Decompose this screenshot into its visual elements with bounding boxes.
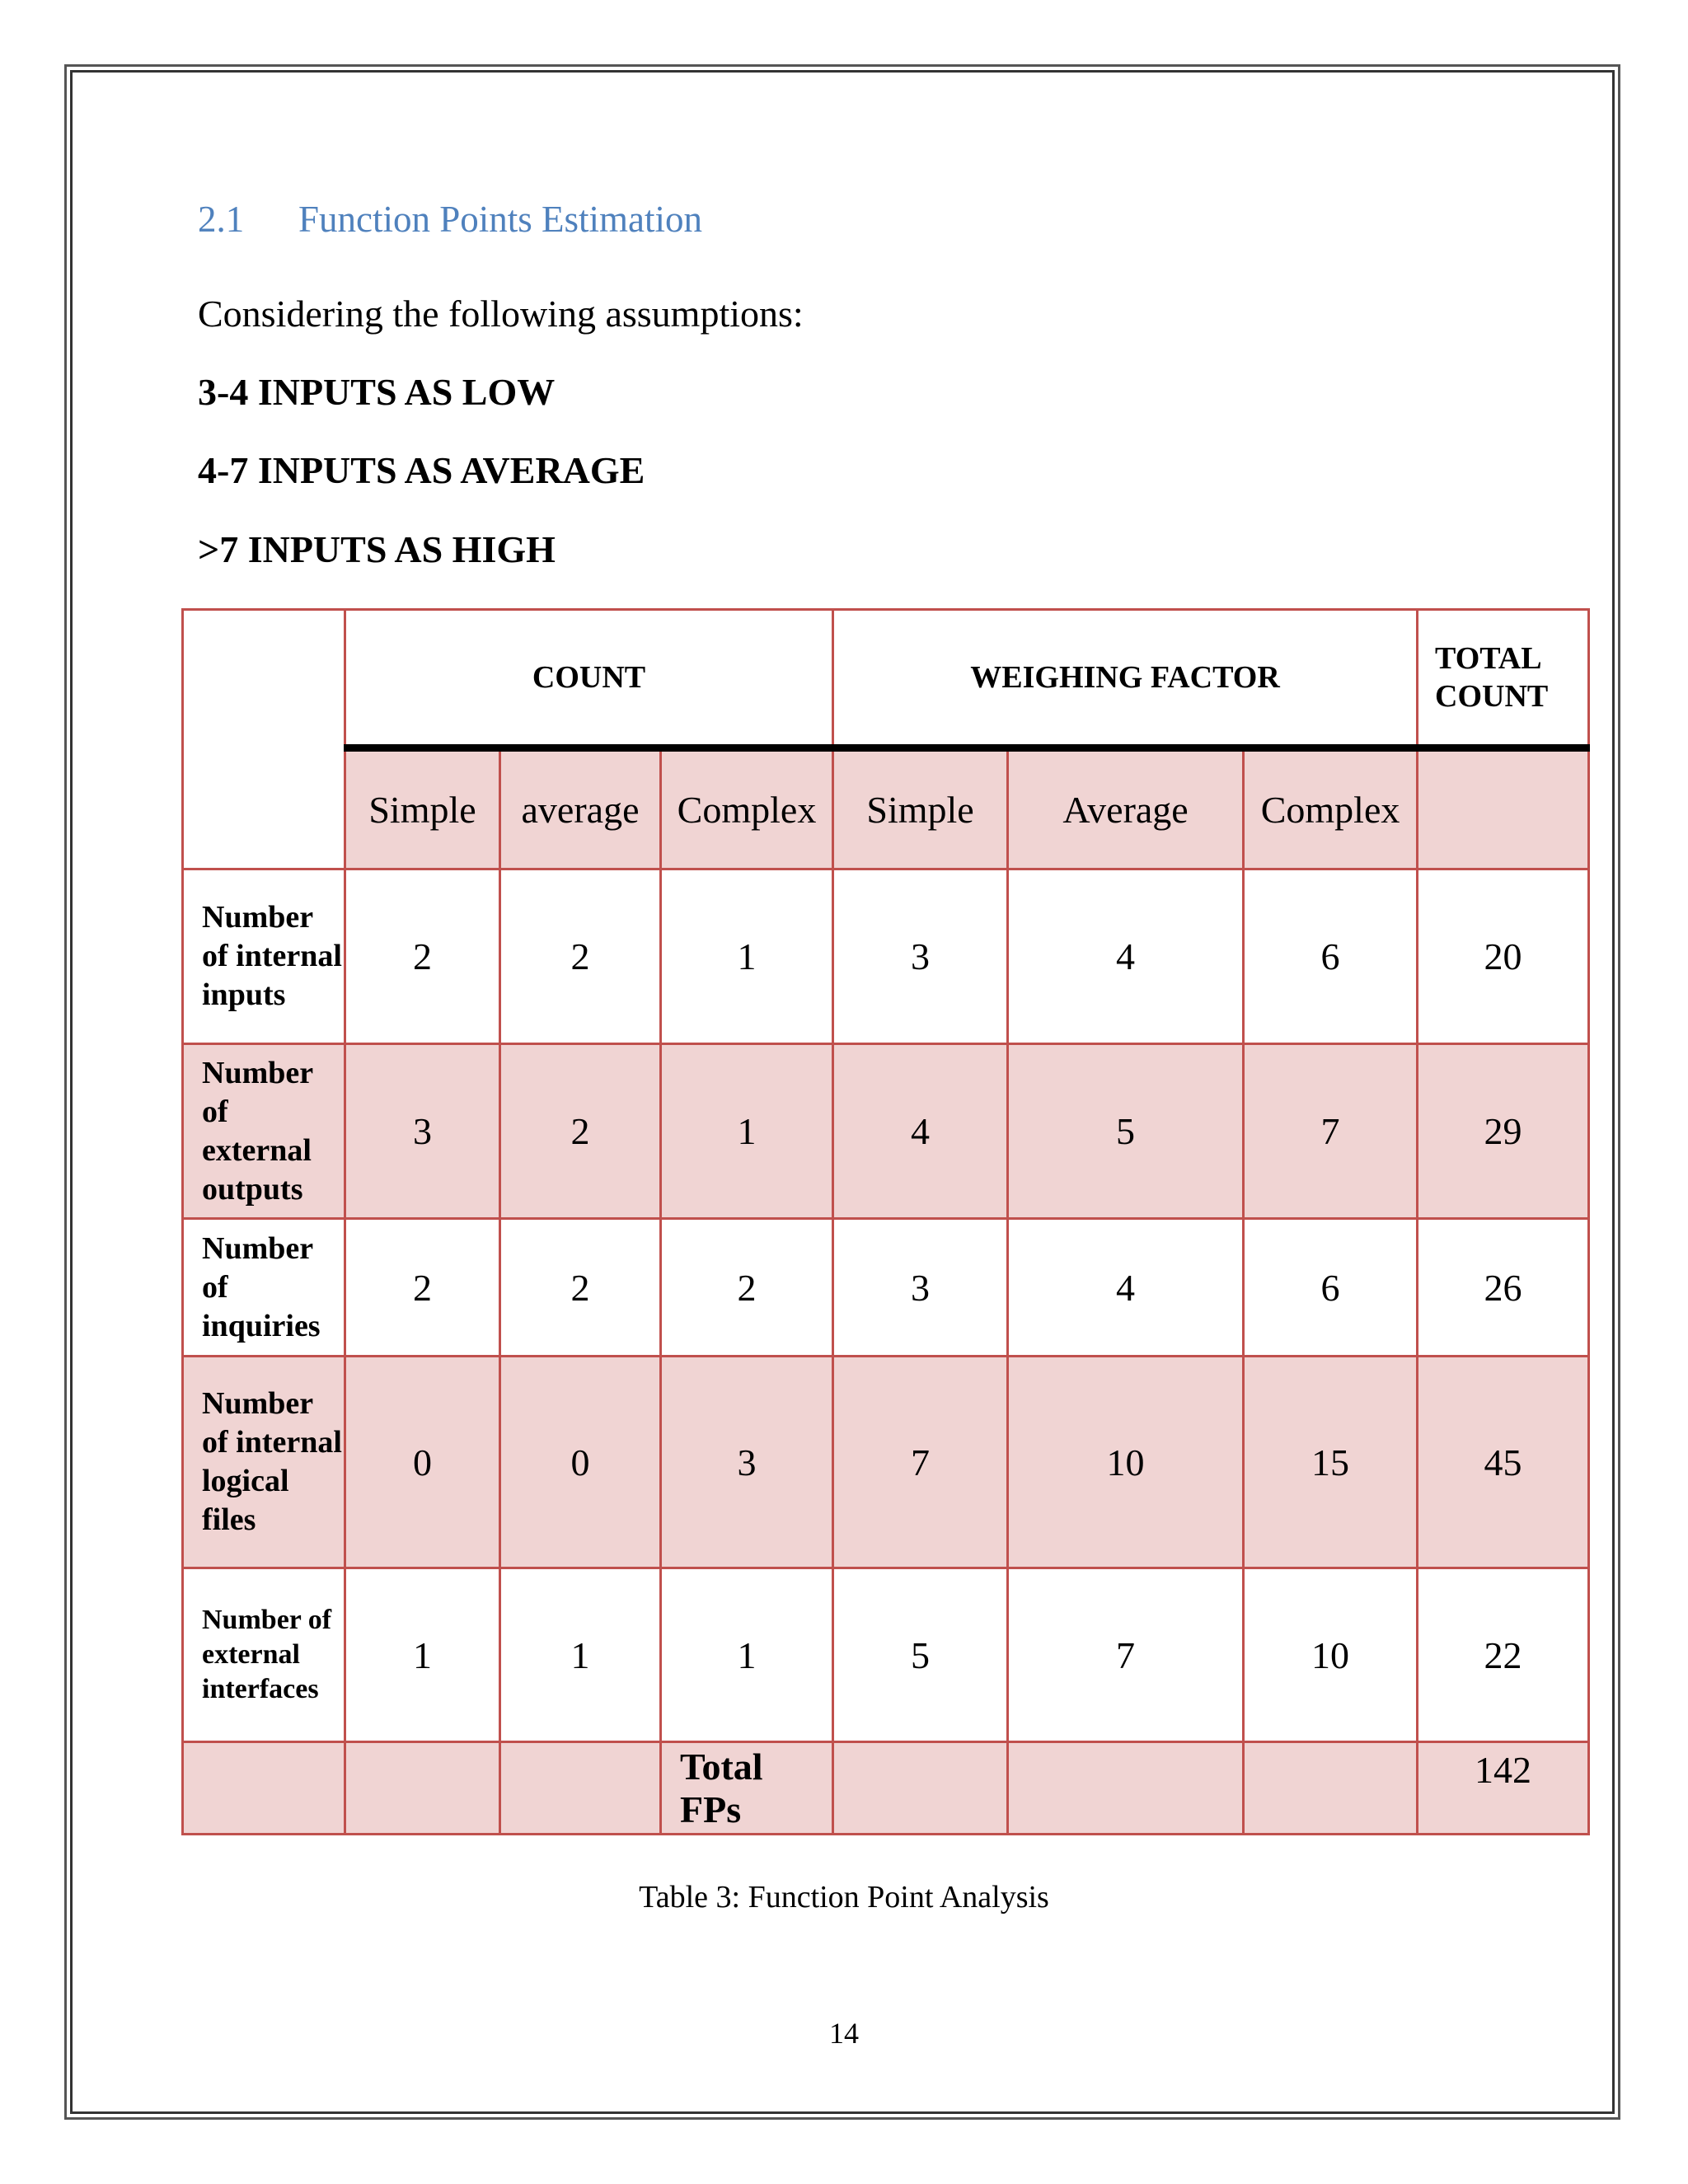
weighing-factor-header: WEIGHING FACTOR: [833, 610, 1418, 748]
table-cell: 2: [345, 1219, 500, 1357]
table-cell: 3: [833, 1219, 1008, 1357]
table-cell: 3: [833, 869, 1008, 1044]
sub-header-count-average: average: [500, 748, 661, 869]
total-count-header: TOTAL COUNT: [1418, 610, 1589, 748]
table-row: [183, 869, 1589, 1044]
section-number: 2.1: [198, 199, 245, 240]
total-fps-value: 142: [1418, 1742, 1589, 1835]
table-cell: 0: [345, 1357, 500, 1568]
table-cell: 4: [833, 1044, 1008, 1219]
table-cell: 2: [500, 1219, 661, 1357]
table-cell-total: 45: [1418, 1357, 1589, 1568]
sub-header-weight-complex: Complex: [1244, 748, 1418, 869]
table-cell-total: 29: [1418, 1044, 1589, 1219]
table-cell: 2: [500, 1044, 661, 1219]
sub-header-weight-average: Average: [1008, 748, 1244, 869]
sub-header-count-simple: Simple: [345, 748, 500, 869]
page-number: 14: [829, 2017, 859, 2050]
section-title: Function Points Estimation: [298, 199, 703, 240]
table-caption: Table 3: Function Point Analysis: [639, 1880, 1049, 1915]
table-cell-empty: [345, 1742, 500, 1835]
sub-header-count-complex: Complex: [661, 748, 833, 869]
table-cell: 0: [500, 1357, 661, 1568]
row-label: Number of internal inputs: [183, 869, 345, 1044]
table-cell: 5: [1008, 1044, 1244, 1219]
table-cell: 1: [661, 869, 833, 1044]
table-row: [183, 1568, 1589, 1742]
table-cell: 2: [661, 1219, 833, 1357]
table-cell-total: 20: [1418, 869, 1589, 1044]
table-cell-empty: [183, 1742, 345, 1835]
table-cell: 7: [1008, 1568, 1244, 1742]
table-cell: 7: [833, 1357, 1008, 1568]
table-cell: 1: [661, 1568, 833, 1742]
row-label: Number of external interfaces: [183, 1568, 345, 1742]
row-label: Number of external outputs: [183, 1044, 345, 1219]
table-cell: 5: [833, 1568, 1008, 1742]
table-cell-empty: [833, 1742, 1008, 1835]
table-cell: 1: [500, 1568, 661, 1742]
table-cell-total: 22: [1418, 1568, 1589, 1742]
sub-header-weight-simple: Simple: [833, 748, 1008, 869]
count-header: COUNT: [345, 610, 833, 748]
table-row: [183, 1044, 1589, 1219]
table-row: [183, 1219, 1589, 1357]
assumption-low: 3-4 INPUTS AS LOW: [198, 371, 556, 413]
table-cell-empty: [1008, 1742, 1244, 1835]
table-cell-empty: [1244, 1742, 1418, 1835]
row-label: Number of inquiries: [183, 1219, 345, 1357]
table-cell: 15: [1244, 1357, 1418, 1568]
table-cell: 7: [1244, 1044, 1418, 1219]
table-cell: 4: [1008, 1219, 1244, 1357]
assumption-high: >7 INPUTS AS HIGH: [198, 528, 556, 570]
intro-text: Considering the following assumptions:: [198, 293, 804, 335]
table-cell: 2: [345, 869, 500, 1044]
table-row: [183, 1357, 1589, 1568]
row-label: Number of internal logical files: [183, 1357, 345, 1568]
table-cell: 10: [1008, 1357, 1244, 1568]
table-cell-empty: [500, 1742, 661, 1835]
assumption-average: 4-7 INPUTS AS AVERAGE: [198, 449, 645, 491]
table-cell: 3: [345, 1044, 500, 1219]
function-point-table: [181, 608, 1590, 1835]
sub-header-total-empty: [1418, 748, 1589, 869]
table-cell: 6: [1244, 869, 1418, 1044]
table-cell-total: 26: [1418, 1219, 1589, 1357]
table-cell: 1: [345, 1568, 500, 1742]
table-cell: 1: [661, 1044, 833, 1219]
corner-cell: [183, 610, 345, 869]
table-cell: 6: [1244, 1219, 1418, 1357]
table-cell: 2: [500, 869, 661, 1044]
table-cell: 4: [1008, 869, 1244, 1044]
table-cell: 3: [661, 1357, 833, 1568]
total-row: [183, 1742, 1589, 1835]
table-cell: 10: [1244, 1568, 1418, 1742]
total-fps-label: Total FPs: [661, 1742, 833, 1835]
section-heading: [198, 198, 702, 241]
